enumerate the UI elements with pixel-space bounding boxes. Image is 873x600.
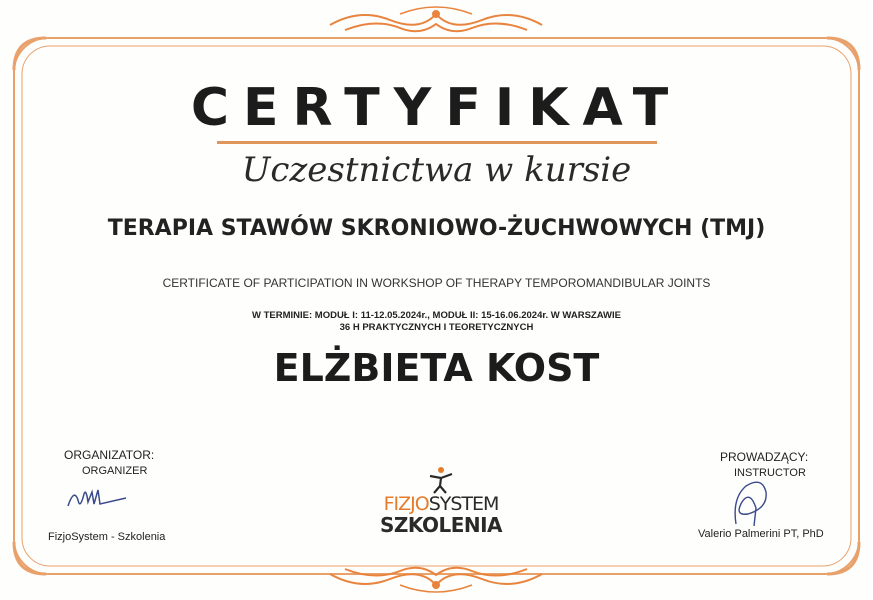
logo-wordmark — [366, 493, 516, 515]
logo-szkolenia: SZKOLENIA — [379, 513, 503, 537]
participant-name: ELŻBIETA KOST — [273, 346, 600, 390]
bottom-ornament — [330, 568, 542, 592]
fizjosystem-logo — [366, 466, 516, 546]
figure-icon — [428, 466, 454, 494]
instructor-label-en: INSTRUCTOR — [734, 467, 806, 479]
certificate-title: CERTYFIKAT — [190, 78, 683, 138]
top-ornament — [330, 7, 542, 31]
organizer-label-en: ORGANIZER — [82, 465, 148, 477]
logo-part2: SYSTEM — [428, 493, 499, 515]
course-hours: 36 H PRAKTYCZNYCH I TEORETYCZNYCH — [339, 322, 534, 333]
organizer-label: ORGANIZATOR: — [64, 448, 155, 462]
logo-part1: FIZJO — [383, 493, 429, 515]
organizer-name: FizjoSystem - Szkolenia — [48, 531, 166, 543]
certificate-subtitle: Uczestnictwa w kursie — [241, 150, 632, 190]
course-title: TERAPIA STAWÓW SKRONIOWO-ŻUCHWOWYCH (TMJ) — [107, 216, 766, 241]
course-dates: W TERMINIE: MODUŁ I: 11-12.05.2024r., MODUŁ II: 15-16.06.2024r. W WARSZAWIE — [251, 310, 621, 321]
title-underline — [217, 141, 657, 144]
course-title-english: CERTIFICATE OF PARTICIPATION IN WORKSHOP OF THERAPY TEMPOROMANDIBULAR JOINTS — [162, 276, 711, 290]
instructor-signature — [722, 478, 782, 528]
instructor-label: PROWADZĄCY: — [720, 450, 809, 464]
organizer-signature — [64, 484, 134, 514]
instructor-name: Valerio Palmerini PT, PhD — [698, 528, 824, 540]
